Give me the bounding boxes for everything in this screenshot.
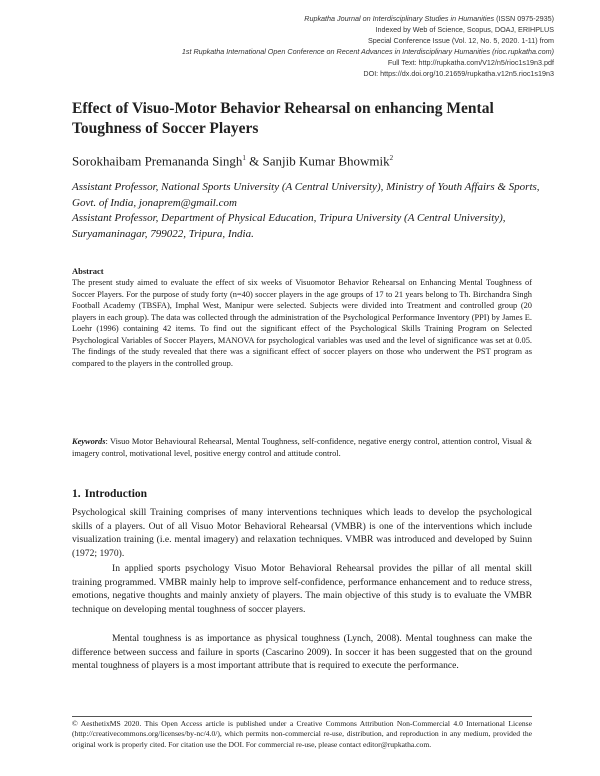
keywords-text: : Visuo Motor Behavioural Rehearsal, Mental Toughness, self-confidence, negative energy control, attention control, Visual & imagery control, motivational level, positive energy control and attitude control.	[72, 437, 532, 458]
journal-issn: (ISSN 0975-2935)	[496, 14, 554, 23]
body-paragraph-2: In applied sports psychology Visuo Motor Behavioral Rehearsal provides the pillar of all mental skill training programmed. VMBR mainly help to improve self-confidence, performance enhancement and to reduce stress, emotions, negative thoughts and mainly anxiety of players. The main objective of this study is to evaluate the VMBR technique on developing mental toughness of soccer players.	[72, 563, 532, 615]
keywords	[72, 436, 532, 459]
license-footer: © AesthetixMS 2020. This Open Access article is published under a Creative Commons Attribution Non-Commercial 4.0 International License (http://creativecommons.org/licenses/by-nc/4.0/), which permits non-commercial re-use, distribution, and reproduction in any medium, provided the original work is properly cited. For citation use the DOI. For commercial re-use, please contact editor@rupkatha.com.	[72, 719, 532, 749]
author-2-mark: 2	[389, 154, 394, 162]
abstract-text: The present study aimed to evaluate the effect of six weeks of Visuomotor Behavior Rehearsal on Enhancing Mental Toughness of Soccer Players. For the purpose of study forty (n=40) soccer players in the age groups of 17 to 21 years belong to Th. Birchandra Singh Football Academy (TBSFA), Imphal West, Manipur were selected. Subjects were divided into Treatment and controlled group (20 players in each group). The data was collected through the administration of the Psychological Performance Inventory (PPI) by James E. Loehr (1996) containing 42 items. To find out the significant effect of the Psychological Skills Training Program on Selected Psychological Variables of Soccer Players, MANOVA for psychological variables was used and the level of significance was set at 0.05. The findings of the study revealed that there was a significant effect of soccer players on those who underwent the PST program as compared to the players in the controlled group.	[72, 278, 532, 368]
journal-line	[134, 13, 554, 24]
journal-header	[134, 13, 554, 79]
issue-line: Special Conference Issue (Vol. 12, No. 5, 2020. 1-11) from	[367, 36, 554, 45]
author-2: Sanjib Kumar Bhowmik	[262, 153, 390, 169]
body-paragraph-3: Mental toughness is as importance as physical toughness (Lynch, 2008). Mental toughness can make the difference between success and failure in sports (Cascarino 2009). In soccer it has been suggested that on the ground mental toughness of players is a most important attribute that is required to execute the performance.	[72, 633, 532, 672]
section-heading	[72, 488, 147, 500]
doi-link[interactable]: DOI: https://dx.doi.org/10.21659/rupkatha.v12n5.rioc1s19n3	[363, 69, 554, 78]
journal-name: Rupkatha Journal on Interdisciplinary Studies in Humanities	[304, 14, 495, 23]
body-paragraph-1: Psychological skill Training comprises of many interventions techniques which leads to develop the psychological skills of a players. Out of all Visuo Motor Behavioral Rehearsal (VMBR) is one of the interventions which include visualization training (i.e. mental imagery) and relaxation techniques. VMBR was introduced and developed by Suinn (1972; 1970).	[72, 507, 532, 559]
author-1: Sorokhaibam Premananda Singh	[72, 153, 243, 169]
author-list	[72, 150, 542, 169]
affiliations	[72, 180, 542, 242]
section-title: Introduction	[84, 488, 148, 500]
footer-divider	[72, 716, 532, 717]
keywords-label: Keywords	[72, 437, 106, 446]
author-separator: &	[245, 153, 263, 169]
affiliation-1: Assistant Professor, National Sports University (A Central University), Ministry of Youth Affairs & Sports, Govt. of India, jonaprem@gmail.com	[72, 181, 540, 209]
fulltext-link[interactable]: Full Text: http://rupkatha.com/V12/n5/rioc1s19n3.pdf	[387, 58, 554, 67]
conference-line: 1st Rupkatha International Open Conference on Recent Advances in Interdisciplinary Humanities (rioc.rupkatha.com)	[181, 47, 554, 56]
section-number: 1.	[72, 488, 81, 500]
abstract-heading: Abstract	[72, 266, 104, 276]
paper-title: Effect of Visuo-Motor Behavior Rehearsal on enhancing Mental Toughness of Soccer Players	[72, 100, 494, 137]
indexing-line: Indexed by Web of Science, Scopus, DOAJ, ERIHPLUS	[375, 25, 554, 34]
author-1-mark: 1	[242, 154, 246, 162]
affiliation-2: Assistant Professor, Department of Physical Education, Tripura University (A Central University), Suryamaninagar, 799022, Tripura, India.	[72, 212, 506, 240]
